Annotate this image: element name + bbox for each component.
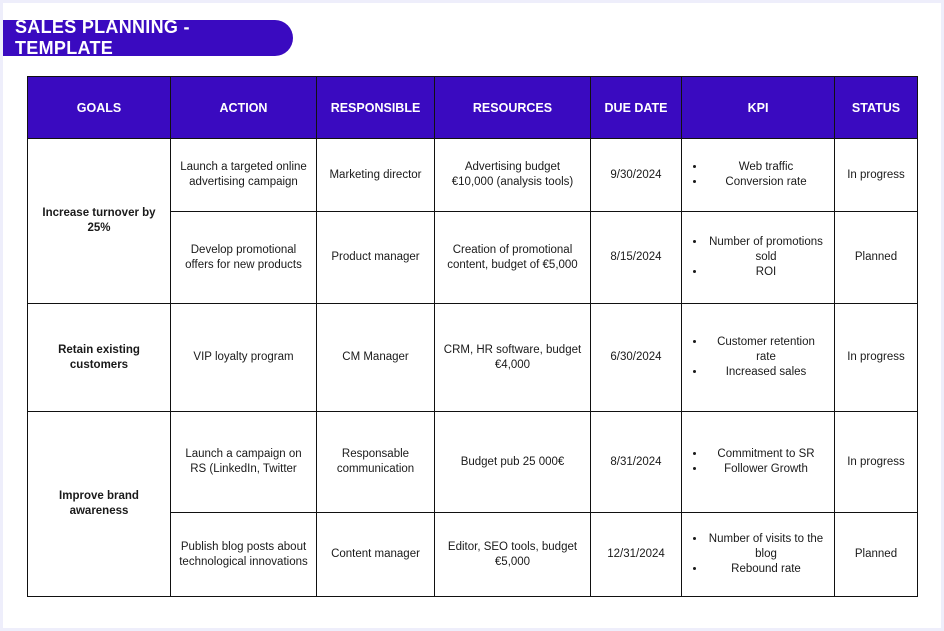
responsible-cell: Product manager: [317, 212, 435, 304]
action-cell: Launch a targeted online advertising campaign: [171, 139, 317, 212]
sales-plan-table: [27, 76, 918, 597]
header-responsible: RESPONSIBLE: [317, 77, 435, 139]
kpi-item: • Customer retention rate: [706, 335, 826, 365]
document-page: [3, 3, 941, 628]
header-kpi: KPI: [682, 77, 835, 139]
kpi-item: • Web traffic: [706, 160, 826, 175]
responsible-cell: CM Manager: [317, 304, 435, 412]
responsible-cell: Responsable communication: [317, 412, 435, 513]
due-date-cell: 12/31/2024: [591, 513, 682, 597]
kpi-item: • Follower Growth: [706, 462, 826, 477]
kpi-cell: [682, 304, 835, 412]
status-cell: In progress: [835, 139, 918, 212]
kpi-cell: [682, 212, 835, 304]
due-date-cell: 9/30/2024: [591, 139, 682, 212]
resources-cell: Creation of promotional content, budget of €5,000: [435, 212, 591, 304]
goal-cell: Retain existing customers: [28, 304, 171, 412]
kpi-list: [690, 160, 826, 190]
resources-cell: Editor, SEO tools, budget €5,000: [435, 513, 591, 597]
resources-cell: CRM, HR software, budget €4,000: [435, 304, 591, 412]
responsible-cell: Marketing director: [317, 139, 435, 212]
action-cell: Launch a campaign on RS (LinkedIn, Twitter: [171, 412, 317, 513]
goal-cell: Increase turnover by 25%: [28, 139, 171, 304]
header-action: ACTION: [171, 77, 317, 139]
resources-cell: Advertising budget €10,000 (analysis tools): [435, 139, 591, 212]
kpi-list: [690, 447, 826, 477]
status-cell: Planned: [835, 513, 918, 597]
kpi-list: [690, 335, 826, 380]
kpi-item: • Number of visits to the blog: [706, 532, 826, 562]
responsible-cell: Content manager: [317, 513, 435, 597]
header-row: [28, 77, 918, 139]
action-cell: Publish blog posts about technological innovations: [171, 513, 317, 597]
kpi-item: • Increased sales: [706, 365, 826, 380]
kpi-list: [690, 235, 826, 280]
table-row: [28, 304, 918, 412]
status-cell: In progress: [835, 304, 918, 412]
kpi-item: • Number of promotions sold: [706, 235, 826, 265]
table-row: [28, 139, 918, 212]
kpi-list: [690, 532, 826, 577]
kpi-item: • Conversion rate: [706, 175, 826, 190]
table-row: [28, 412, 918, 513]
header-due-date: DUE DATE: [591, 77, 682, 139]
due-date-cell: 8/31/2024: [591, 412, 682, 513]
kpi-cell: [682, 412, 835, 513]
kpi-cell: [682, 513, 835, 597]
header-goals: GOALS: [28, 77, 171, 139]
resources-cell: Budget pub 25 000€: [435, 412, 591, 513]
status-cell: In progress: [835, 412, 918, 513]
action-cell: Develop promotional offers for new products: [171, 212, 317, 304]
header-resources: RESOURCES: [435, 77, 591, 139]
kpi-item: • ROI: [706, 265, 826, 280]
page-title: SALES PLANNING - TEMPLATE: [3, 20, 293, 56]
action-cell: VIP loyalty program: [171, 304, 317, 412]
kpi-item: • Rebound rate: [706, 562, 826, 577]
kpi-item: • Commitment to SR: [706, 447, 826, 462]
due-date-cell: 6/30/2024: [591, 304, 682, 412]
status-cell: Planned: [835, 212, 918, 304]
header-status: STATUS: [835, 77, 918, 139]
due-date-cell: 8/15/2024: [591, 212, 682, 304]
kpi-cell: [682, 139, 835, 212]
goal-cell: Improve brand awareness: [28, 412, 171, 597]
